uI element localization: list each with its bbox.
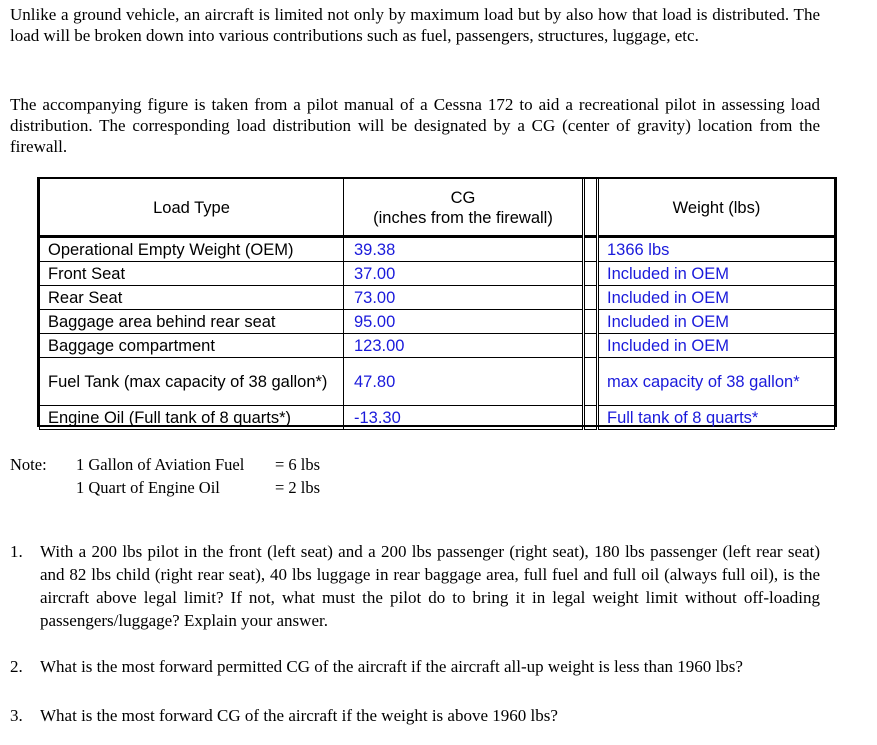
weight-cell: max capacity of 38 gallon* xyxy=(598,358,835,406)
header-weight: Weight (lbs) xyxy=(598,179,835,237)
load-cell: Baggage compartment xyxy=(40,334,344,358)
table-row xyxy=(40,358,835,406)
header-cg xyxy=(344,179,584,237)
table-header-row xyxy=(40,179,835,237)
header-load-type: Load Type xyxy=(40,179,344,237)
load-distribution-table xyxy=(37,177,837,427)
note-label: Note: xyxy=(10,455,47,474)
table-row xyxy=(40,286,835,310)
note-item-name: 1 Quart of Engine Oil xyxy=(76,478,220,497)
load-cell: Operational Empty Weight (OEM) xyxy=(40,237,344,262)
weight-cell: 1366 lbs xyxy=(598,237,835,262)
table-row xyxy=(40,406,835,430)
column-gap xyxy=(584,358,598,406)
weight-cell: Included in OEM xyxy=(598,310,835,334)
cg-cell: 73.00 xyxy=(344,286,584,310)
table-row xyxy=(40,262,835,286)
column-gap xyxy=(584,237,598,262)
note-item-name: 1 Gallon of Aviation Fuel xyxy=(76,455,245,474)
column-gap xyxy=(584,334,598,358)
question-1 xyxy=(10,540,820,632)
weight-cell: Full tank of 8 quarts* xyxy=(598,406,835,430)
table-row xyxy=(40,334,835,358)
load-cell: Rear Seat xyxy=(40,286,344,310)
question-3 xyxy=(10,704,820,727)
load-cell: Engine Oil (Full tank of 8 quarts*) xyxy=(40,406,344,430)
column-gap xyxy=(584,286,598,310)
question-text: With a 200 lbs pilot in the front (left seat) and a 200 lbs passenger (right seat), 180 lbs passenger (left rear seat) and 82 lbs child (right rear seat), 40 lbs luggage in rear baggage area, full fuel and full oil (always full oil), is the aircraft above legal limit? If not, what must the pilot do to bring it in legal weight limit without off-loading passengers/luggage? Explain your answer. xyxy=(40,542,820,630)
intro-paragraph-1: Unlike a ground vehicle, an aircraft is limited not only by maximum load but by also how that load is distributed. The load will be broken down into various contributions such as fuel, passengers, structures, luggage, etc. xyxy=(10,5,820,45)
column-gap xyxy=(584,310,598,334)
load-cell: Front Seat xyxy=(40,262,344,286)
load-cell: Baggage area behind rear seat xyxy=(40,310,344,334)
cg-cell: 123.00 xyxy=(344,334,584,358)
question-number: 2. xyxy=(10,657,23,676)
note-item-value: = 2 lbs xyxy=(275,478,321,497)
column-gap xyxy=(584,262,598,286)
weight-cell: Included in OEM xyxy=(598,286,835,310)
header-cg-line1: CG xyxy=(450,189,476,207)
cg-cell: 95.00 xyxy=(344,310,584,334)
question-2 xyxy=(10,655,820,678)
question-text: What is the most forward CG of the aircraft if the weight is above 1960 lbs? xyxy=(40,706,558,725)
table-row xyxy=(40,310,835,334)
weight-cell: Included in OEM xyxy=(598,334,835,358)
intro-paragraph-2: The accompanying figure is taken from a pilot manual of a Cessna 172 to aid a recreational pilot in assessing load distribution. The corresponding load distribution will be designated by a CG (center of gravity) location from the firewall. xyxy=(10,95,820,156)
question-number: 3. xyxy=(10,706,23,725)
question-number: 1. xyxy=(10,542,23,561)
cg-cell: 37.00 xyxy=(344,262,584,286)
cg-cell: 39.38 xyxy=(344,237,584,262)
weight-cell: Included in OEM xyxy=(598,262,835,286)
column-gap xyxy=(584,406,598,430)
header-cg-line2: (inches from the firewall) xyxy=(373,209,553,227)
cg-cell: -13.30 xyxy=(344,406,584,430)
note-item-value: = 6 lbs xyxy=(275,455,321,474)
load-cell: Fuel Tank (max capacity of 38 gallon*) xyxy=(40,358,344,406)
table-row xyxy=(40,237,835,262)
cg-cell: 47.80 xyxy=(344,358,584,406)
column-gap xyxy=(584,179,598,237)
question-text: What is the most forward permitted CG of the aircraft if the aircraft all-up weight is less than 1960 lbs? xyxy=(40,657,743,676)
